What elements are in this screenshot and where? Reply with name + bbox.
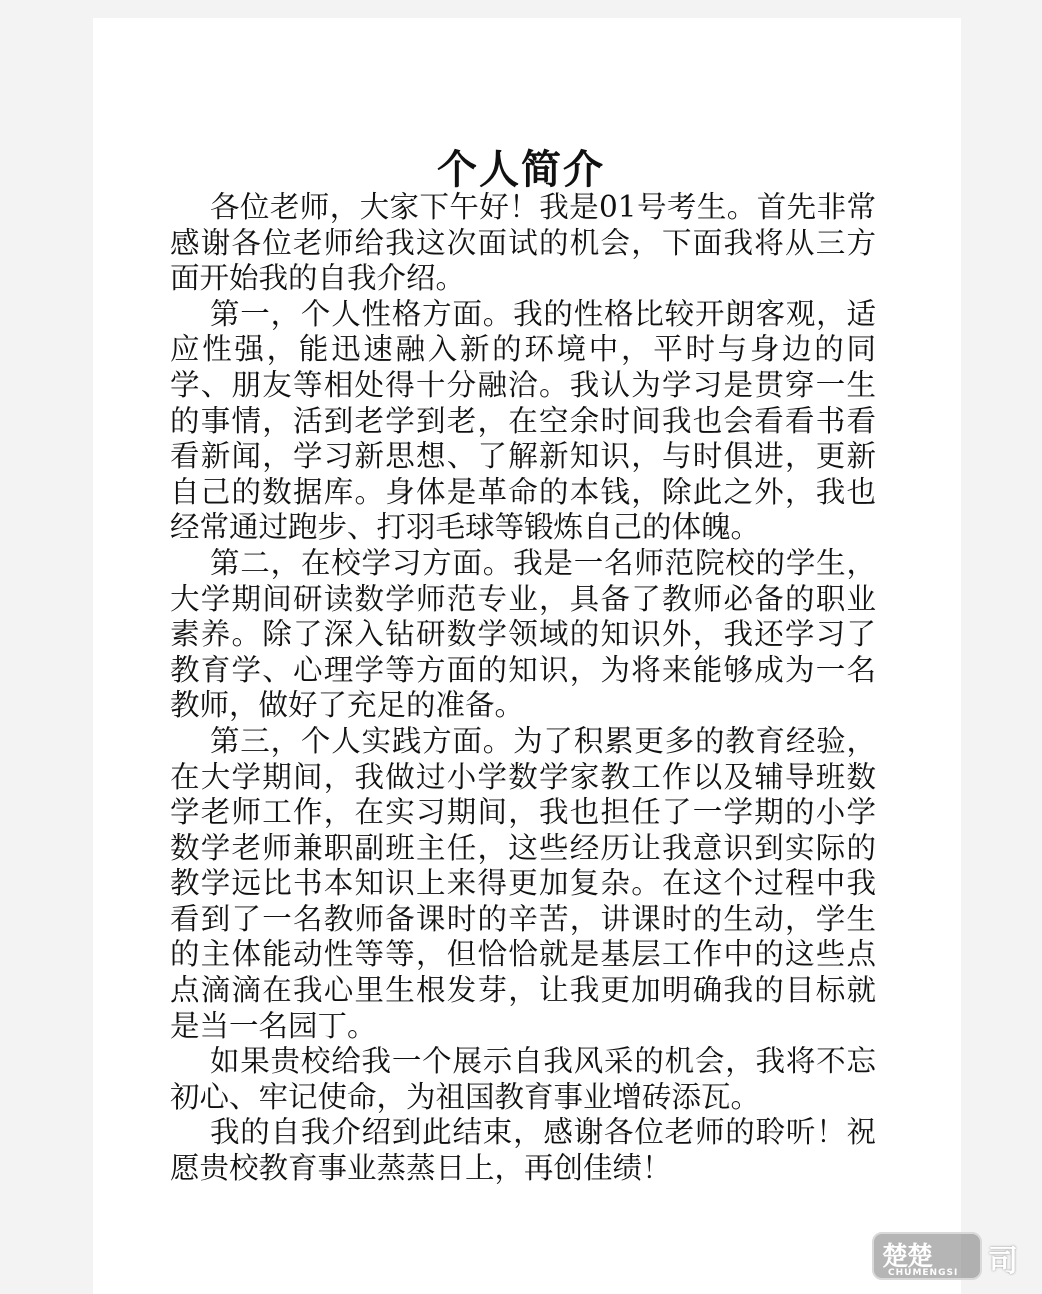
paragraph-wish: 如果贵校给我一个展示自我风采的机会，我将不忘初心、牢记使命，为祖国教育事业增砖添瓦。 xyxy=(170,1044,876,1114)
paragraph-greeting: 各位老师，大家下午好！我是01号考生。首先非常感谢各位老师给我这次面试的机会，下面我将从三方面开始我的自我介绍。 xyxy=(170,190,876,296)
watermark-badge xyxy=(872,1232,982,1280)
page-title: 个人简介 xyxy=(437,146,605,193)
watermark-extra-text: 司 xyxy=(988,1244,1018,1279)
paragraph-study: 第二，在校学习方面。我是一名师范院校的学生，大学期间研读数学师范专业，具备了教师必备的职业素养。除了深入钻研数学领域的知识外，我还学习了教育学、心理学等方面的知识，为将来能够成为一名教师，做好了充足的准备。 xyxy=(170,545,876,723)
document-body xyxy=(170,190,876,1187)
paragraph-closing: 我的自我介绍到此结束，感谢各位老师的聆听！祝愿贵校教育事业蒸蒸日上，再创佳绩！ xyxy=(170,1115,876,1186)
watermark-logo xyxy=(872,1232,1037,1282)
paragraph-personality: 第一，个人性格方面。我的性格比较开朗客观，适应性强，能迅速融入新的环境中，平时与身边的同学、朋友等相处得十分融洽。我认为学习是贯穿一生的事情，活到老学到老，在空余时间我也会看看书看看新闻，学习新思想、了解新知识，与时俱进，更新自己的数据库。身体是革命的本钱，除此之外，我也经常通过跑步、打羽毛球等锻炼自己的体魄。 xyxy=(170,296,876,545)
watermark-subtext: CHUMENGSI xyxy=(888,1268,959,1278)
paragraph-practice: 第三，个人实践方面。为了积累更多的教育经验，在大学期间，我做过小学数学家教工作以及辅导班数学老师工作，在实习期间，我也担任了一学期的小学数学老师兼职副班主任，这些经历让我意识到实际的教学远比书本知识上来得更加复杂。在这个过程中我看到了一名教师备课时的辛苦，讲课时的生动，学生的主体能动性等等，但恰恰就是基层工作中的这些点点滴滴在我心里生根发芽，让我更加明确我的目标就是当一名园丁。 xyxy=(170,723,876,1043)
watermark-logo-text: 楚楚 xyxy=(882,1242,933,1272)
